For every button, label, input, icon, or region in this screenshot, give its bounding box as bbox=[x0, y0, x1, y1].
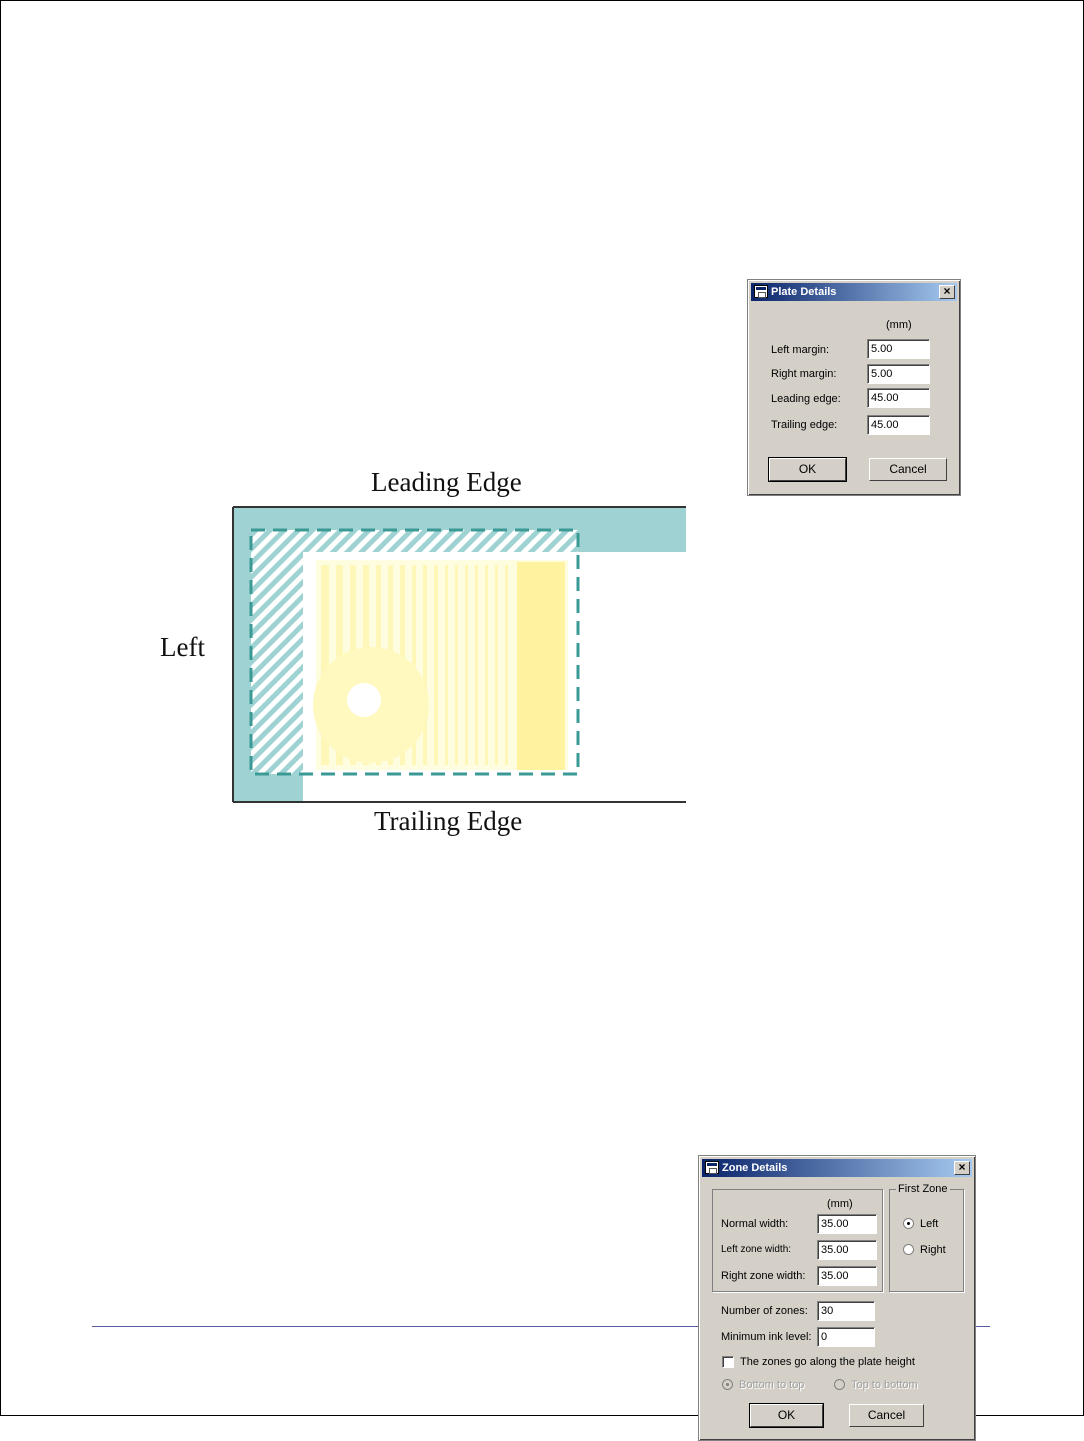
zone-details-title: Zone Details bbox=[722, 1162, 788, 1174]
minimum-ink-level-label: Minimum ink level: bbox=[721, 1331, 812, 1343]
right-zone-width-label: Right zone width: bbox=[721, 1270, 806, 1282]
leading-hatch bbox=[251, 530, 578, 552]
top-to-bottom-label: Top to bottom bbox=[851, 1379, 918, 1391]
ok-button[interactable]: OK bbox=[769, 458, 846, 481]
print-circle-hole bbox=[347, 683, 381, 717]
first-zone-right-label: Right bbox=[920, 1244, 946, 1256]
bottom-to-top-label: Bottom to top bbox=[739, 1379, 805, 1391]
left-zone-width-field[interactable]: 35.00 bbox=[817, 1240, 877, 1260]
close-button[interactable]: × bbox=[954, 1161, 970, 1175]
left-hatch bbox=[251, 552, 303, 774]
cancel-button[interactable]: Cancel bbox=[869, 458, 947, 481]
plate-details-title: Plate Details bbox=[771, 286, 837, 298]
trailing-blank bbox=[303, 774, 686, 802]
minimum-ink-level-field[interactable]: 0 bbox=[817, 1327, 875, 1347]
first-zone-group bbox=[889, 1183, 964, 1292]
zone-details-titlebar[interactable] bbox=[702, 1159, 972, 1177]
left-zone-width-label: Left zone width: bbox=[721, 1244, 792, 1255]
first-zone-right-radio[interactable] bbox=[903, 1244, 914, 1255]
trailing-edge-label: Trailing edge: bbox=[771, 419, 838, 431]
window-icon bbox=[705, 1161, 719, 1174]
left-margin-label: Left margin: bbox=[771, 344, 830, 356]
plate-details-dialog bbox=[747, 279, 961, 496]
top-to-bottom-radio[interactable] bbox=[834, 1379, 845, 1390]
right-margin-field[interactable]: 5.00 bbox=[867, 364, 930, 384]
right-margin-label: Right margin: bbox=[771, 368, 837, 380]
first-zone-left-radio[interactable] bbox=[903, 1218, 914, 1229]
ok-button[interactable]: OK bbox=[750, 1404, 823, 1427]
close-button[interactable]: × bbox=[939, 285, 955, 299]
normal-width-field[interactable]: 35.00 bbox=[817, 1214, 877, 1234]
first-zone-left-label: Left bbox=[920, 1218, 939, 1230]
left-caption: Left bbox=[160, 632, 205, 662]
number-of-zones-label: Number of zones: bbox=[721, 1305, 808, 1317]
units-label: (mm) bbox=[886, 319, 912, 331]
leading-edge-field[interactable]: 45.00 bbox=[867, 388, 930, 408]
plate-height-checkbox[interactable] bbox=[722, 1356, 734, 1368]
normal-width-label: Normal width: bbox=[721, 1218, 789, 1230]
leading-edge-label: Leading edge: bbox=[771, 393, 841, 405]
leading-edge-caption: Leading Edge bbox=[371, 467, 522, 497]
trailing-edge-field[interactable]: 45.00 bbox=[867, 415, 930, 435]
right-zone-width-field[interactable]: 35.00 bbox=[817, 1266, 877, 1286]
bottom-to-top-radio[interactable] bbox=[722, 1379, 733, 1390]
number-of-zones-field[interactable]: 30 bbox=[817, 1301, 875, 1321]
cancel-button[interactable]: Cancel bbox=[849, 1404, 924, 1427]
plate-details-titlebar[interactable] bbox=[751, 283, 957, 301]
zone-details-dialog bbox=[698, 1155, 976, 1441]
print-block bbox=[517, 562, 565, 770]
plate-diagram bbox=[226, 500, 696, 810]
trailing-edge-caption: Trailing Edge bbox=[374, 806, 523, 836]
left-margin-field[interactable]: 5.00 bbox=[867, 339, 930, 359]
plate-height-label: The zones go along the plate height bbox=[740, 1356, 915, 1368]
units-label: (mm) bbox=[827, 1198, 853, 1210]
window-icon bbox=[754, 285, 768, 298]
first-zone-title: First Zone bbox=[898, 1183, 948, 1195]
